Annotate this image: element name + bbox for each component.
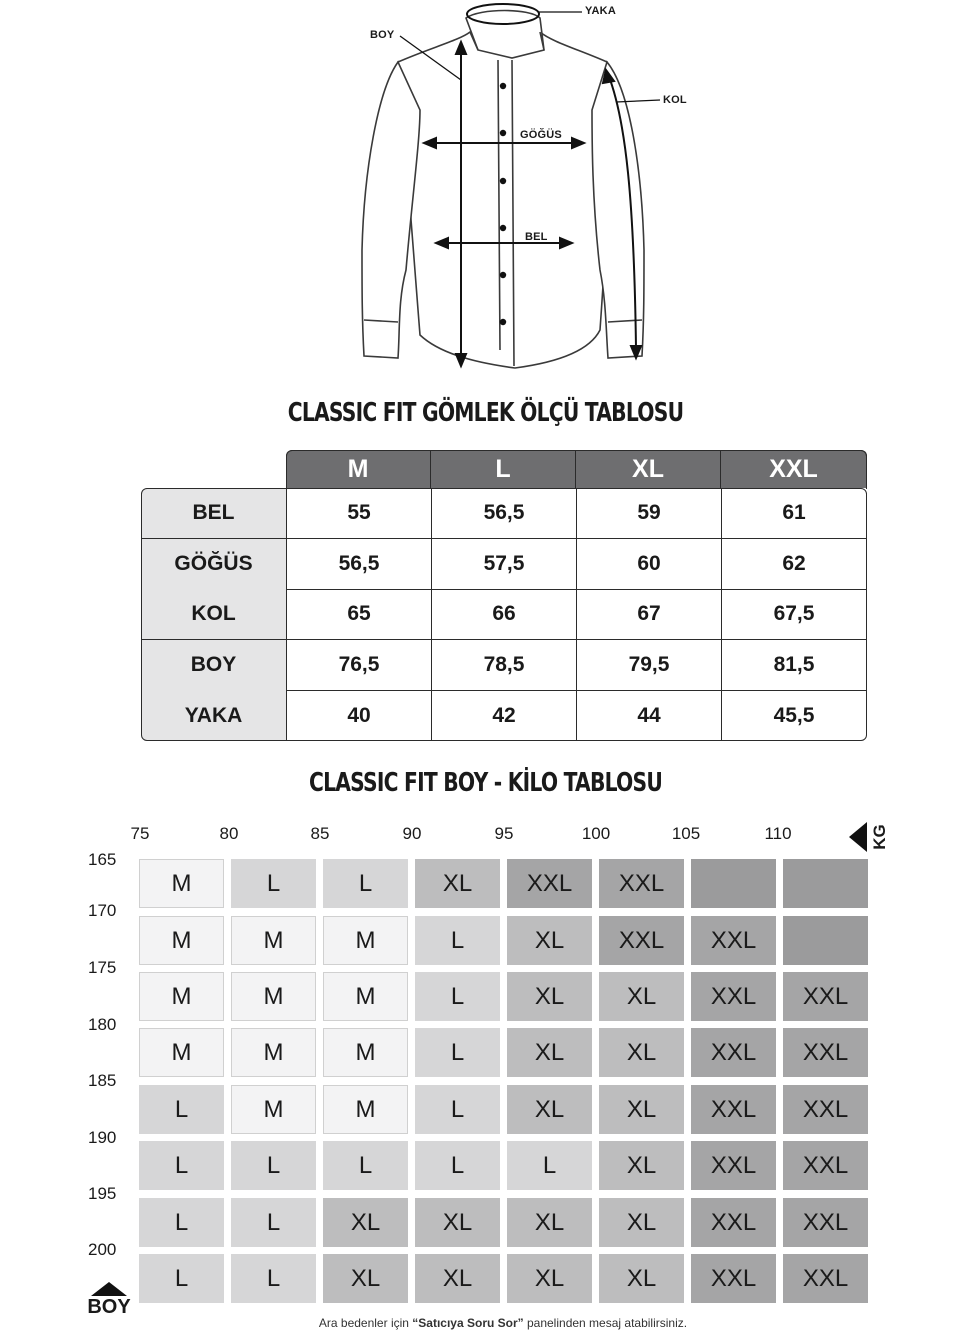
- size-row-label: BEL: [141, 488, 286, 539]
- kg-tick-label: 90: [402, 824, 422, 843]
- size-grid-cell: L: [139, 1198, 224, 1247]
- size-grid-cell: M: [231, 916, 316, 965]
- size-grid-cell: XL: [507, 1254, 592, 1303]
- shirt-illustration: [0, 0, 971, 380]
- size-row-label: YAKA: [141, 690, 286, 741]
- size-grid-cell: M: [139, 859, 224, 908]
- size-grid-cell: XL: [507, 1198, 592, 1247]
- shirt-diagram: [0, 0, 971, 380]
- empty-grid-cell: [783, 859, 868, 908]
- size-value-cell: 59: [576, 488, 721, 539]
- size-grid-cell: L: [231, 859, 316, 908]
- size-grid-cell: XXL: [783, 1141, 868, 1190]
- size-grid-cell: XL: [415, 1254, 500, 1303]
- size-grid-cell: M: [139, 1028, 224, 1077]
- size-value-cell: 42: [431, 690, 576, 741]
- size-row-label: GÖĞÜS: [141, 539, 286, 590]
- size-grid-cell: XXL: [691, 972, 776, 1021]
- size-value-cell: 81,5: [721, 640, 866, 691]
- size-grid-cell: XXL: [599, 859, 684, 908]
- boy-kilo-title: CLASSIC FIT BOY - KİLO TABLOSU: [308, 768, 663, 798]
- bel-label: BEL: [525, 231, 548, 243]
- size-header-cell: L: [431, 450, 576, 488]
- size-grid-cell: XL: [599, 1254, 684, 1303]
- size-value-cell: 56,5: [431, 488, 576, 539]
- size-grid-cell: XL: [323, 1198, 408, 1247]
- size-grid-cell: L: [231, 1198, 316, 1247]
- size-grid-cell: XXL: [691, 1254, 776, 1303]
- size-grid-cell: L: [415, 916, 500, 965]
- boy-axis-label: BOY: [87, 1296, 131, 1318]
- kg-tick-label: 95: [494, 824, 514, 843]
- size-grid-cell: XXL: [783, 972, 868, 1021]
- size-value-cell: 40: [286, 690, 431, 741]
- size-grid-cell: XL: [599, 1141, 684, 1190]
- footer-highlight: “Satıcıya Soru Sor”: [412, 1316, 524, 1330]
- size-table-title: CLASSIC FIT GÖMLEK ÖLÇÜ TABLOSU: [287, 398, 684, 428]
- size-value-cell: 67: [576, 589, 721, 640]
- size-value-cell: 79,5: [576, 640, 721, 691]
- size-grid-cell: M: [323, 972, 408, 1021]
- size-grid-cell: XXL: [783, 1198, 868, 1247]
- boy-tick-label: 165: [88, 850, 117, 869]
- boy-tick-label: 190: [88, 1128, 117, 1147]
- size-value-cell: 57,5: [431, 539, 576, 590]
- footer-suffix: panelinden mesaj atabilirsiniz.: [523, 1316, 688, 1330]
- size-header-cell: M: [286, 450, 431, 488]
- boy-tick-label: 185: [88, 1071, 117, 1090]
- size-grid-cell: XXL: [507, 859, 592, 908]
- size-value-cell: 55: [286, 488, 431, 539]
- boy-tick-label: 180: [88, 1015, 117, 1034]
- size-header-cell: XL: [576, 450, 721, 488]
- size-grid-cell: M: [231, 1085, 316, 1134]
- gogus-label: GÖĞÜS: [520, 129, 562, 141]
- size-grid-cell: XL: [599, 1028, 684, 1077]
- size-grid-cell: XXL: [691, 1198, 776, 1247]
- kg-tick-label: 75: [130, 824, 150, 843]
- up-arrow-icon: [91, 1282, 127, 1296]
- kg-tick-label: 80: [219, 824, 239, 843]
- size-grid-cell: L: [231, 1254, 316, 1303]
- size-value-cell: 60: [576, 539, 721, 590]
- kg-tick-label: 105: [671, 824, 701, 843]
- size-grid-cell: M: [139, 972, 224, 1021]
- boy-tick-label: 195: [88, 1184, 117, 1203]
- size-grid-cell: L: [507, 1141, 592, 1190]
- size-grid-cell: XXL: [691, 1141, 776, 1190]
- left-arrow-icon: [849, 822, 867, 852]
- boy-axis-marker: [84, 1282, 134, 1319]
- size-grid-cell: XL: [599, 1198, 684, 1247]
- size-grid-cell: XL: [415, 859, 500, 908]
- size-grid-cell: XL: [415, 1198, 500, 1247]
- size-value-cell: 76,5: [286, 640, 431, 691]
- size-row-label: BOY: [141, 640, 286, 691]
- size-value-cell: 78,5: [431, 640, 576, 691]
- size-grid-cell: L: [139, 1085, 224, 1134]
- size-grid-cell: L: [323, 859, 408, 908]
- size-grid-cell: XXL: [783, 1028, 868, 1077]
- size-grid-cell: XL: [599, 972, 684, 1021]
- size-grid-cell: XXL: [691, 1085, 776, 1134]
- kg-tick-label: 100: [581, 824, 611, 843]
- kol-label: KOL: [663, 94, 687, 106]
- size-grid-cell: XXL: [691, 916, 776, 965]
- size-row-label: KOL: [141, 589, 286, 640]
- footer-prefix: Ara bedenler için: [318, 1316, 413, 1330]
- size-grid-cell: L: [231, 1141, 316, 1190]
- size-grid-cell: L: [139, 1254, 224, 1303]
- empty-grid-cell: [691, 859, 776, 908]
- kg-label: KG: [869, 824, 889, 850]
- boy-label: BOY: [370, 29, 395, 41]
- size-value-cell: 45,5: [721, 690, 866, 741]
- size-value-cell: 44: [576, 690, 721, 741]
- kg-tick-label: 110: [764, 824, 792, 843]
- size-header-cell: XXL: [721, 450, 867, 488]
- size-grid-cell: L: [415, 1028, 500, 1077]
- size-grid-cell: M: [323, 1028, 408, 1077]
- size-grid-cell: XL: [507, 1085, 592, 1134]
- size-grid-cell: XL: [599, 1085, 684, 1134]
- size-value-cell: 65: [286, 589, 431, 640]
- size-grid-cell: XXL: [783, 1085, 868, 1134]
- size-grid-cell: XXL: [783, 1254, 868, 1303]
- footer-note: [0, 1316, 971, 1330]
- size-value-cell: 56,5: [286, 539, 431, 590]
- size-grid-cell: L: [139, 1141, 224, 1190]
- yaka-label: YAKA: [585, 5, 616, 17]
- size-value-cell: 62: [721, 539, 866, 590]
- size-value-cell: 66: [431, 589, 576, 640]
- size-grid-cell: L: [415, 972, 500, 1021]
- boy-tick-label: 170: [88, 901, 117, 920]
- size-grid-cell: XL: [507, 916, 592, 965]
- size-measure-table: [141, 450, 867, 742]
- size-value-cell: 67,5: [721, 589, 866, 640]
- kg-axis-marker: [849, 822, 893, 852]
- size-grid-cell: XL: [507, 972, 592, 1021]
- size-grid-cell: L: [415, 1141, 500, 1190]
- size-grid-cell: XL: [507, 1028, 592, 1077]
- size-grid-cell: XL: [323, 1254, 408, 1303]
- size-grid-cell: L: [415, 1085, 500, 1134]
- size-value-cell: 61: [721, 488, 866, 539]
- size-grid-cell: L: [323, 1141, 408, 1190]
- size-grid-cell: M: [231, 972, 316, 1021]
- size-grid-cell: M: [231, 1028, 316, 1077]
- size-grid-cell: M: [323, 916, 408, 965]
- size-grid-cell: XXL: [691, 1028, 776, 1077]
- empty-grid-cell: [783, 916, 868, 965]
- kg-tick-label: 85: [310, 824, 330, 843]
- boy-tick-label: 175: [88, 958, 117, 977]
- size-grid-cell: M: [323, 1085, 408, 1134]
- boy-tick-label: 200: [88, 1240, 117, 1259]
- size-grid-cell: XXL: [599, 916, 684, 965]
- size-grid-cell: M: [139, 916, 224, 965]
